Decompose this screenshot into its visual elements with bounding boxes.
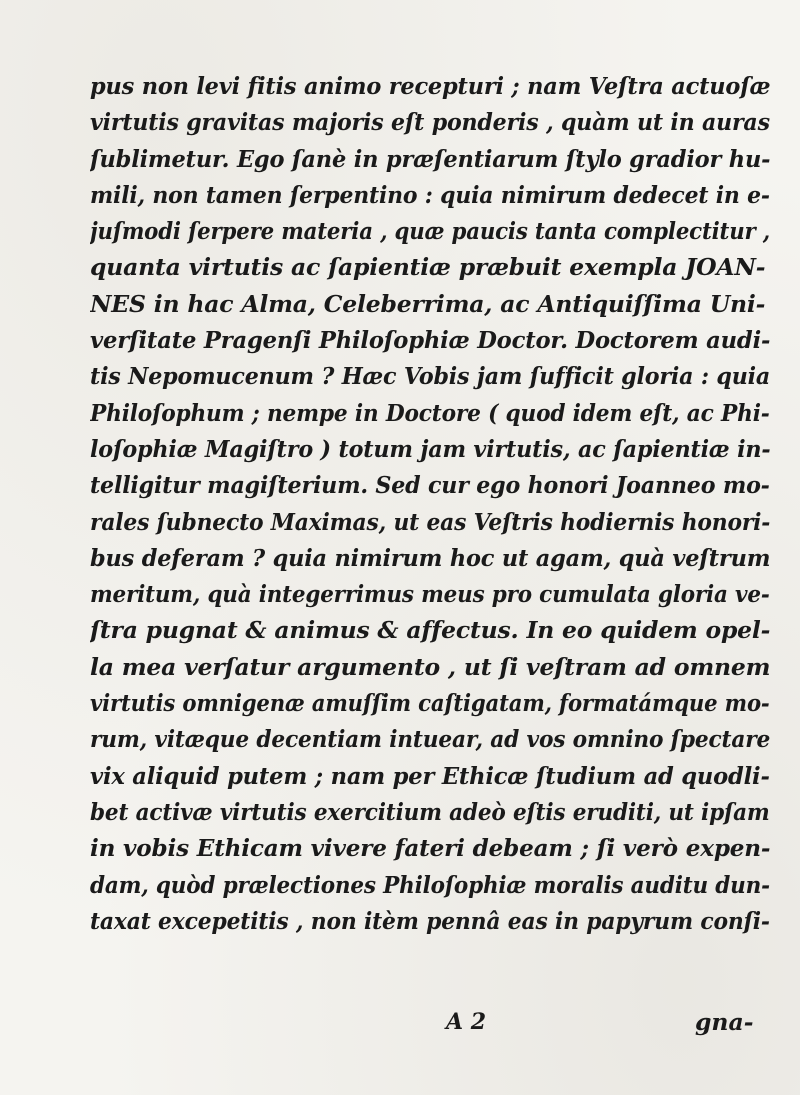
text-line-12: telligitur magiſterium. Sed cur ego honori Joanneo mo- — [90, 471, 770, 500]
text-line-15: meritum, quà integerrimus meus pro cumulata gloria ve- — [90, 580, 770, 609]
page-text — [90, 68, 770, 939]
page-footer — [0, 1004, 800, 1040]
text-line-4: mili, non tamen ſerpentino : quia nimirum dedecet in e- — [90, 180, 770, 209]
text-line-18: virtutis omnigenæ amuſſim caſtigatam, formatámque mo- — [90, 689, 770, 718]
text-line-8: verſitate Pragenſi Philoſophiæ Doctor. Doctorem audi- — [90, 326, 770, 355]
text-line-3: ſublimetur. Ego ſanè in præſentiarum ſtylo gradior hu- — [90, 144, 770, 173]
text-line-1: pus non levi fitis animo recepturi ; nam Veſtra actuoſæ — [90, 72, 770, 100]
text-line-6: quanta virtutis ac ſapientiæ præbuit exempla JOAN- — [90, 253, 766, 282]
text-line-16: ſtra pugnat & animus & affectus. In eo quidem opel- — [90, 616, 770, 645]
text-line-2: virtutis gravitas majoris eſt ponderis , quàm ut in auras — [90, 108, 770, 137]
text-line-23: dam, quòd prælectiones Philoſophiæ moralis auditu dun- — [90, 870, 770, 899]
text-line-13: rales ſubnecto Maximas, ut eas Veſtris hodiernis honori- — [90, 507, 770, 536]
text-line-5: juſmodi ſerpere materia , quæ paucis tanta complectitur , — [90, 217, 770, 246]
text-line-22: in vobis Ethicam vivere fateri debeam ; ſi verò expen- — [90, 834, 770, 863]
text-line-10: Philoſophum ; nempe in Doctore ( quod idem eſt, ac Phi- — [90, 398, 770, 427]
text-line-7: NES in hac Alma, Celeberrima, ac Antiquiſſima Uni- — [90, 289, 766, 318]
text-line-9: tis Nepomucenum ? Hæc Vobis jam ſufficit gloria : quia — [90, 362, 770, 391]
text-line-19: rum, vitæque decentiam intuear, ad vos omnino ſpectare — [90, 725, 770, 754]
catchword: gna- — [695, 1008, 754, 1036]
signature-mark: A 2 — [446, 1009, 487, 1035]
text-line-17: la mea verſatur argumento , ut ſi veſtram ad omnem — [90, 652, 770, 681]
text-line-11: loſophiæ Magiſtro ) totum jam virtutis, ac ſapientiæ in- — [90, 434, 770, 463]
text-line-20: vix aliquid putem ; nam per Ethicæ ſtudium ad quodli- — [90, 761, 770, 790]
text-line-24: taxat excepetitis , non itèm pennâ eas in papyrum conſi- — [90, 906, 770, 935]
text-line-21: bet activæ virtutis exercitium adeò eſtis eruditi, ut ipſam — [90, 797, 770, 826]
text-line-14: bus deferam ? quia nimirum hoc ut agam, quà veſtrum — [90, 543, 770, 572]
